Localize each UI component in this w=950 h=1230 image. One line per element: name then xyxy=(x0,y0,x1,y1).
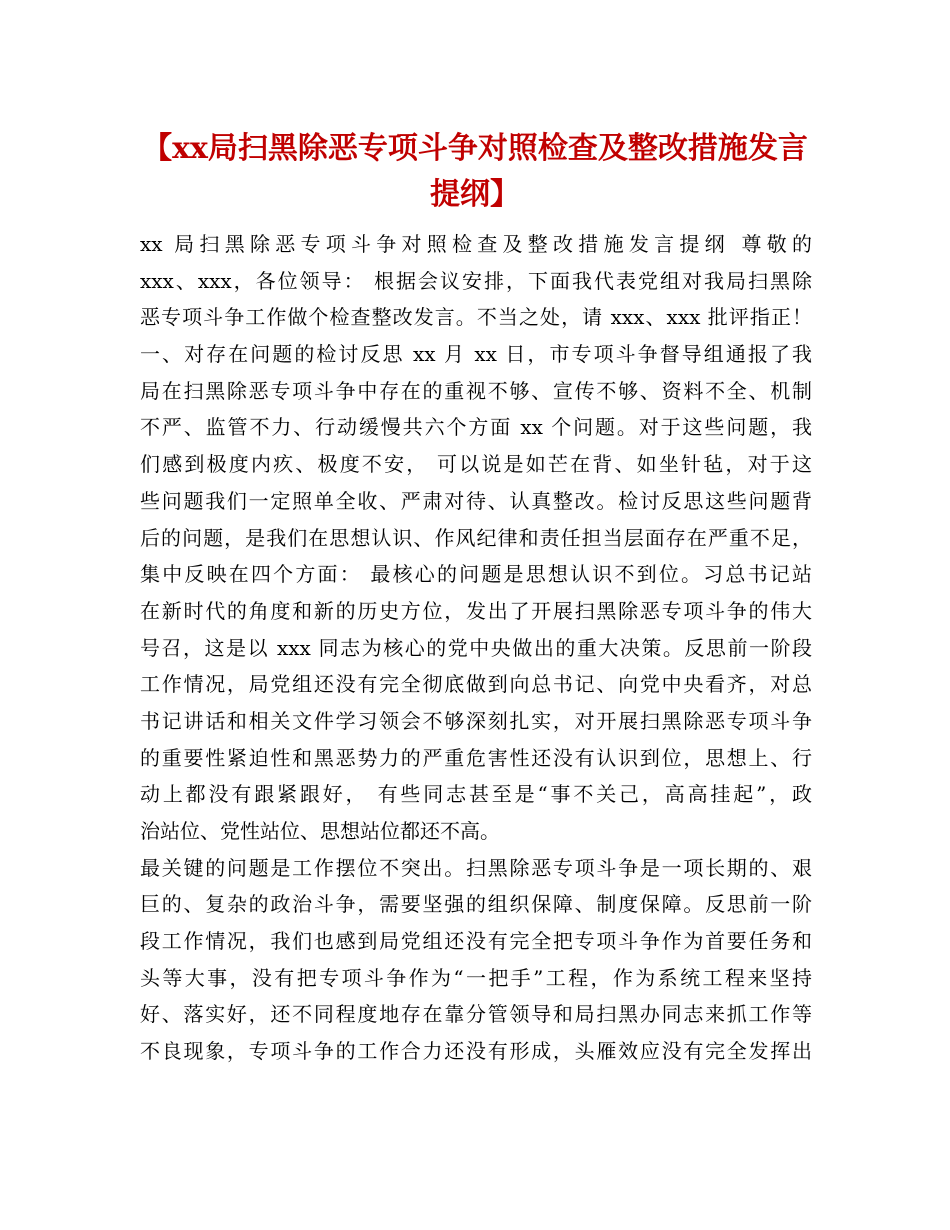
body-line: 恶专项斗争工作做个检查整改发言。不当之处，请 xxx、xxx 批评指正！ xyxy=(140,305,812,330)
body-line: 巨的、复杂的政治斗争，需要坚强的组织保障、制度保障。反思前一阶 xyxy=(140,892,812,917)
body-line: 动上都没有跟紧跟好， 有些同志甚至是“事不关己，高高挂起”，政 xyxy=(140,782,812,807)
body-line: 段工作情况，我们也感到局党组还没有完全把专项斗争作为首要任务和 xyxy=(140,929,812,954)
body-line: 些问题我们一定照单全收、严肃对待、认真整改。检讨反思这些问题背 xyxy=(140,488,812,513)
body-line: 局在扫黑除恶专项斗争中存在的重视不够、宣传不够、资料不全、机制 xyxy=(140,378,812,403)
body-line: xx 局扫黑除恶专项斗争对照检查及整改措施发言提纲 尊敬的 xyxy=(140,232,812,256)
body-line: 的重要性紧迫性和黑恶势力的严重危害性还没有认识到位，思想上、行 xyxy=(140,745,812,770)
body-line: 号召，这是以 xxx 同志为核心的党中央做出的重大决策。反思前一阶段 xyxy=(140,635,812,660)
body-line: 治站位、党性站位、思想站位都还不高。 xyxy=(140,819,500,843)
body-line: xxx、xxx，各位领导： 根据会议安排，下面我代表党组对我局扫黑除 xyxy=(140,268,812,293)
body-line: 们感到极度内疚、极度不安， 可以说是如芒在背、如坐针毡，对于这 xyxy=(140,452,812,477)
document-body xyxy=(140,226,812,1070)
body-line: 一、对存在问题的检讨反思 xx 月 xx 日，市专项斗争督导组通报了我 xyxy=(140,342,812,367)
body-line: 不严、监管不力、行动缓慢共六个方面 xx 个问题。对于这些问题，我 xyxy=(140,415,812,440)
body-line: 在新时代的角度和新的历史方位，发出了开展扫黑除恶专项斗争的伟大 xyxy=(140,598,812,623)
body-line: 后的问题，是我们在思想认识、作风纪律和责任担当层面存在严重不足， xyxy=(140,525,812,550)
body-line: 集中反映在四个方面： 最核心的问题是思想认识不到位。习总书记站 xyxy=(140,562,812,587)
body-line: 最关键的问题是工作摆位不突出。扫黑除恶专项斗争是一项长期的、艰 xyxy=(140,855,812,880)
body-line: 工作情况，局党组还没有完全彻底做到向总书记、向党中央看齐，对总 xyxy=(140,672,812,697)
body-line: 好、落实好，还不同程度地存在靠分管领导和局扫黑办同志来抓工作等 xyxy=(140,1002,812,1027)
document-title: 【xx局扫黑除恶专项斗争对照检查及整改措施发言提纲】 xyxy=(142,131,808,212)
body-line: 头等大事，没有把专项斗争作为“一把手”工程，作为系统工程来坚持 xyxy=(140,965,812,990)
body-line: 不良现象，专项斗争的工作合力还没有形成，头雁效应没有完全发挥出 xyxy=(140,1039,812,1064)
body-line: 书记讲话和相关文件学习领会不够深刻扎实，对开展扫黑除恶专项斗争 xyxy=(140,708,812,733)
